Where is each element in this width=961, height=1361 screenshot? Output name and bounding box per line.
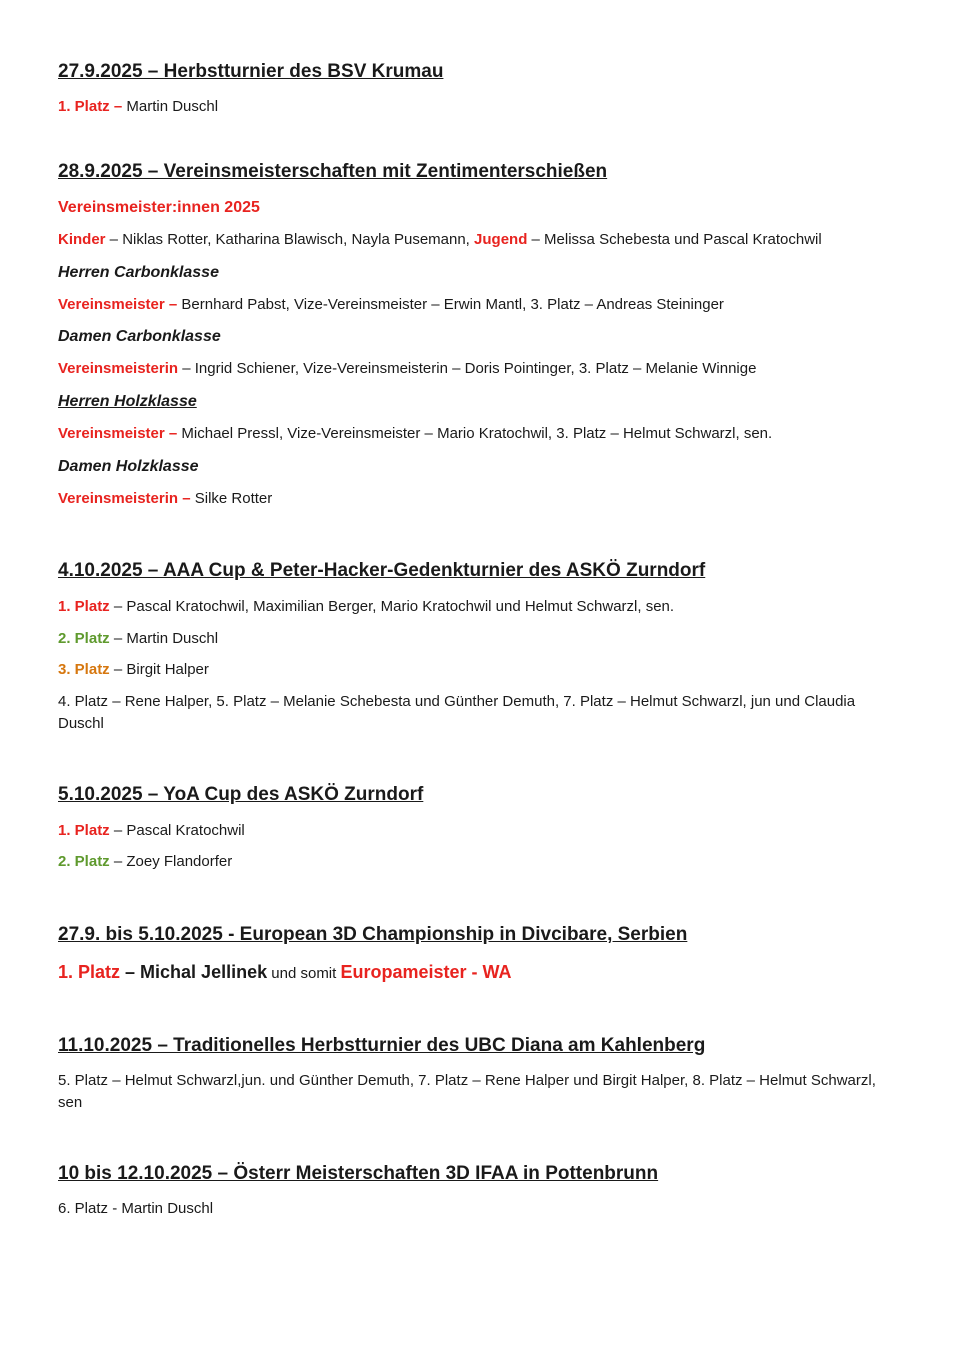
- result-text: 4. Platz – Rene Halper, 5. Platz – Melanie Schebesta und Günther Demuth, 7. Platz – Helmut Schwarzl, jun und Claudia Duschl: [58, 693, 856, 732]
- result-line: [58, 423, 918, 445]
- result-text: – Niklas Rotter, Katharina Blawisch, Nayla Pusemann,: [105, 231, 475, 248]
- section-heading: 27.9. bis 5.10.2025 - European 3D Championship in Divcibare, Serbien: [58, 924, 688, 945]
- result-text: Silke Rotter: [190, 490, 273, 507]
- title-label: Europameister - WA: [340, 962, 512, 982]
- category-label: Kinder: [58, 231, 106, 248]
- section-oesterr-meisterschaften: [58, 1163, 918, 1185]
- place-label: Vereinsmeisterin –: [58, 490, 191, 507]
- result-text: – Pascal Kratochwil: [109, 822, 245, 839]
- section-heading: 4.10.2025 – AAA Cup & Peter-Hacker-Gedenkturnier des ASKÖ Zurndorf: [58, 560, 706, 581]
- result-paragraph: [58, 1070, 918, 1114]
- class-heading: [58, 391, 918, 413]
- athlete-name: – Michal Jellinek: [120, 962, 268, 982]
- result-line: [58, 488, 918, 510]
- section-heading: 27.9.2025 – Herbstturnier des BSV Krumau: [58, 61, 444, 82]
- class-heading: [58, 456, 918, 478]
- section-herbstturnier-krumau: [58, 61, 918, 83]
- result-line: [58, 851, 918, 873]
- section-heading: 28.9.2025 – Vereinsmeisterschaften mit Zentimenterschießen: [58, 161, 608, 182]
- section-heading: 5.10.2025 – YoA Cup des ASKÖ Zurndorf: [58, 784, 424, 805]
- result-line: [58, 96, 918, 118]
- result-text: Bernhard Pabst, Vize-Vereinsmeister – Erwin Mantl, 3. Platz – Andreas Steininger: [177, 296, 724, 313]
- result-line: [58, 659, 918, 681]
- result-line: [58, 294, 918, 316]
- result-line: [58, 358, 918, 380]
- section-heading: 10 bis 12.10.2025 – Österr Meisterschaften 3D IFAA in Pottenbrunn: [58, 1163, 659, 1184]
- result-text: – Melissa Schebesta und Pascal Kratochwil: [527, 231, 822, 248]
- result-text: Martin Duschl: [122, 98, 219, 115]
- subtitle-text: Vereinsmeister:innen 2025: [58, 199, 260, 216]
- subtitle: [58, 197, 918, 219]
- class-title: Damen Holzklasse: [58, 458, 199, 475]
- result-text: 5. Platz – Helmut Schwarzl,jun. und Günther Demuth, 7. Platz – Rene Halper und Birgit Halper, 8. Platz – Helmut Schwarzl, sen: [58, 1072, 876, 1111]
- place-label: 1. Platz: [58, 962, 121, 982]
- result-text: Michael Pressl, Vize-Vereinsmeister – Mario Kratochwil, 3. Platz – Helmut Schwarzl, sen.: [177, 425, 773, 442]
- class-title: Herren Holzklasse: [58, 393, 197, 410]
- place-label: 3. Platz: [58, 661, 110, 678]
- result-text: – Pascal Kratochwil, Maximilian Berger, Mario Kratochwil und Helmut Schwarzl, sen.: [109, 598, 675, 615]
- place-label: Vereinsmeisterin: [58, 360, 179, 377]
- class-title: Herren Carbonklasse: [58, 264, 219, 281]
- place-label: 2. Platz: [58, 630, 110, 647]
- result-paragraph: [58, 691, 918, 735]
- class-heading: [58, 326, 918, 348]
- result-text: – Zoey Flandorfer: [109, 853, 233, 870]
- result-line: [58, 229, 918, 251]
- result-text: – Birgit Halper: [109, 661, 209, 678]
- class-title: Damen Carbonklasse: [58, 328, 221, 345]
- section-heading: 11.10.2025 – Traditionelles Herbstturnier des UBC Diana am Kahlenberg: [58, 1035, 706, 1056]
- place-label: Vereinsmeister –: [58, 296, 178, 313]
- result-line: [58, 820, 918, 842]
- result-line: [58, 596, 918, 618]
- section-aaa-cup: [58, 560, 918, 582]
- category-label: Jugend: [474, 231, 528, 248]
- class-heading: [58, 262, 918, 284]
- connector-text: und somit: [267, 965, 341, 982]
- place-label: Vereinsmeister –: [58, 425, 178, 442]
- place-label: 1. Platz: [58, 598, 110, 615]
- place-label: 2. Platz: [58, 853, 110, 870]
- section-yoa-cup: [58, 784, 918, 806]
- section-vereinsmeisterschaften: [58, 161, 918, 183]
- result-line: [58, 959, 918, 987]
- result-line: [58, 628, 918, 650]
- place-label: 1. Platz –: [58, 98, 123, 115]
- place-label: 1. Platz: [58, 822, 110, 839]
- section-herbstturnier-diana: [58, 1035, 918, 1057]
- section-european-championship: [58, 924, 918, 946]
- result-text: – Ingrid Schiener, Vize-Vereinsmeisterin – Doris Pointinger, 3. Platz – Melanie Winnige: [178, 360, 757, 377]
- result-text: 6. Platz - Martin Duschl: [58, 1200, 214, 1217]
- result-line: [58, 1198, 918, 1220]
- result-text: – Martin Duschl: [109, 630, 219, 647]
